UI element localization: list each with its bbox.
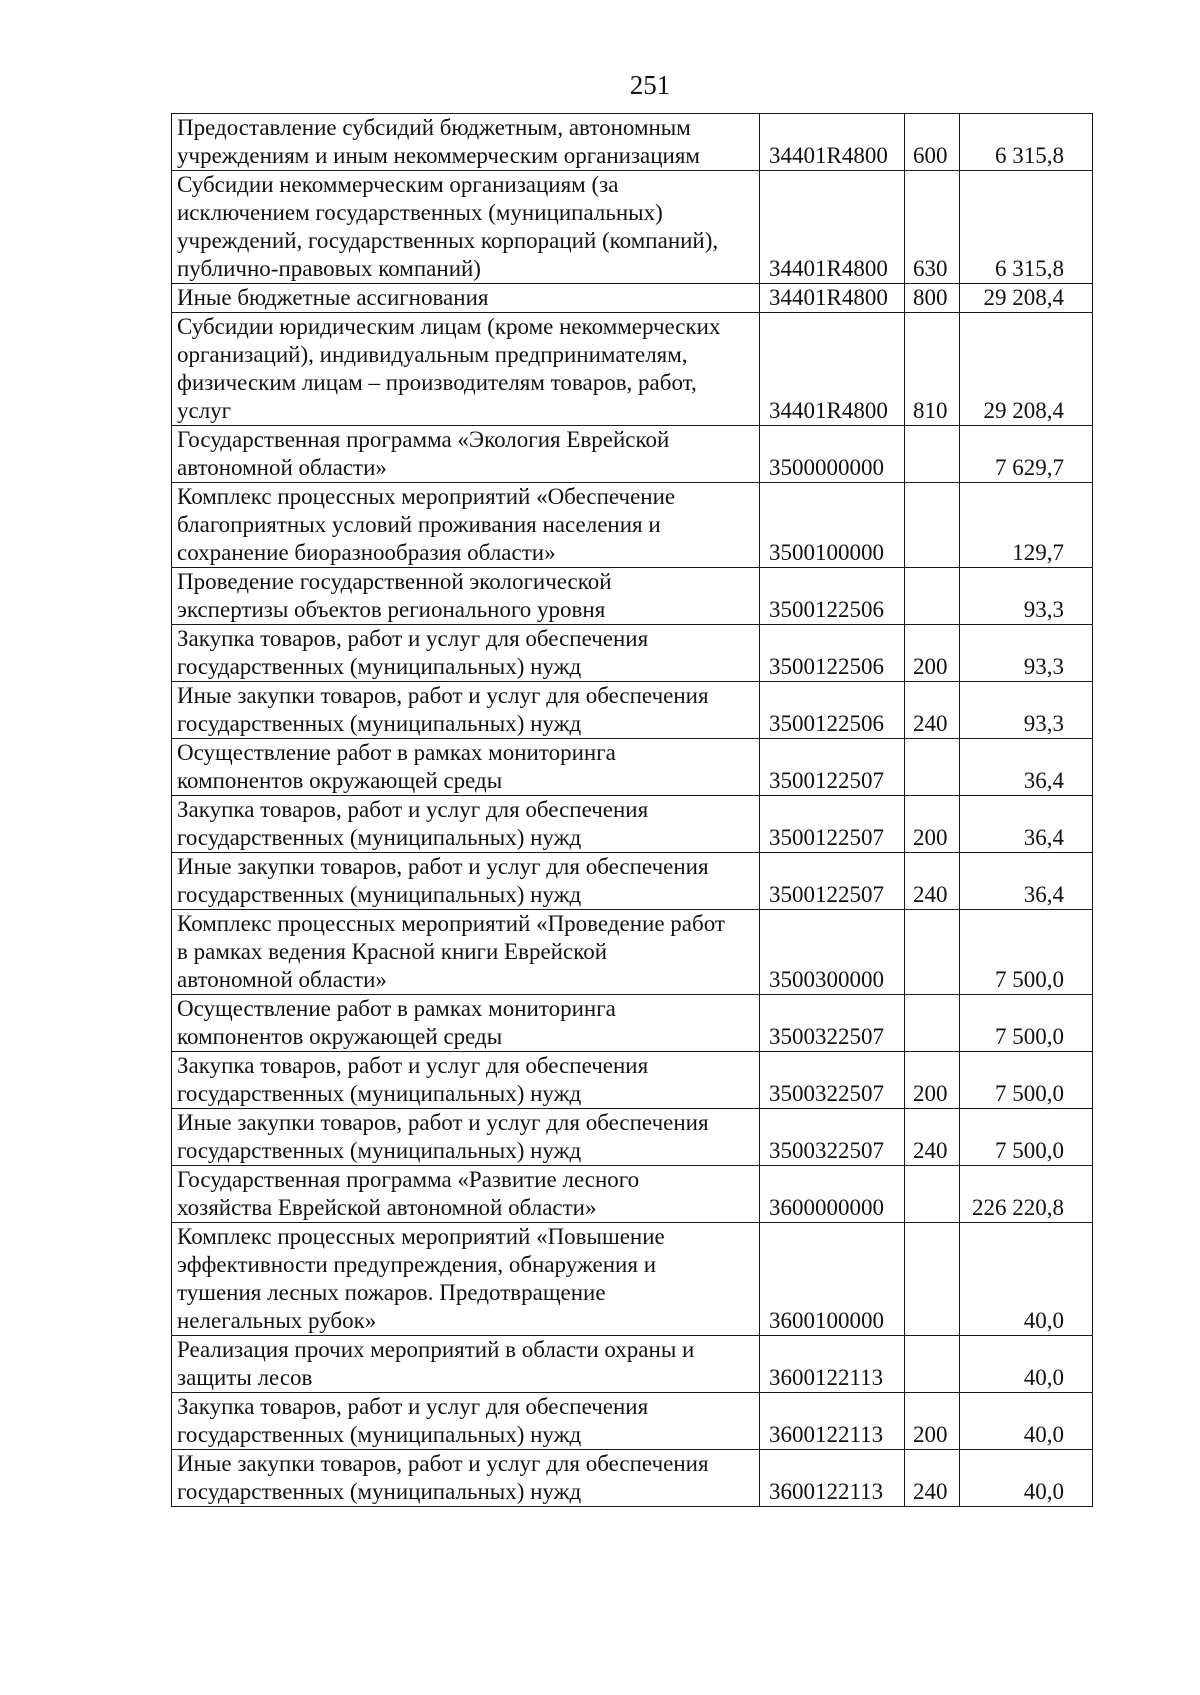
row-name-cell: [172, 625, 760, 682]
row-amount-cell: 7 629,7: [960, 426, 1093, 483]
row-amount-cell: 40,0: [960, 1223, 1093, 1336]
row-type-cell: [905, 739, 960, 796]
row-amount-cell: 6 315,8: [960, 114, 1093, 171]
row-name-line: Закупка товаров, работ и услуг для обеспечения: [177, 1053, 649, 1078]
row-name-line: государственных (муниципальных) нужд: [177, 825, 582, 850]
row-code-cell: 3500322507: [760, 995, 905, 1052]
row-type-cell: 630: [905, 171, 960, 284]
row-type-cell: 240: [905, 1109, 960, 1166]
table-row: [172, 853, 1093, 910]
table-row: [172, 739, 1093, 796]
row-type-cell: 240: [905, 853, 960, 910]
row-name-line: Государственная программа «Развитие лесного: [177, 1167, 640, 1192]
row-name-line: автономной области»: [177, 455, 387, 480]
row-amount-cell: 93,3: [960, 568, 1093, 625]
row-code-cell: 3500122507: [760, 739, 905, 796]
row-name-cell: [172, 171, 760, 284]
row-type-cell: 240: [905, 682, 960, 739]
table-row: [172, 910, 1093, 995]
row-name-cell: [172, 426, 760, 483]
row-amount-cell: 29 208,4: [960, 313, 1093, 426]
row-type-cell: 200: [905, 1052, 960, 1109]
row-code-cell: 3500322507: [760, 1109, 905, 1166]
row-name-line: Осуществление работ в рамках мониторинга: [177, 740, 616, 765]
row-name-line: Государственная программа «Экология Еврейской: [177, 427, 670, 452]
row-name-line: учреждений, государственных корпораций (компаний),: [177, 228, 719, 253]
row-code-cell: 3500122506: [760, 625, 905, 682]
row-name-line: Закупка товаров, работ и услуг для обеспечения: [177, 626, 649, 651]
row-name-line: организаций), индивидуальным предпринимателям,: [177, 342, 688, 367]
row-name-cell: [172, 1109, 760, 1166]
row-amount-cell: 7 500,0: [960, 1109, 1093, 1166]
row-code-cell: 3500000000: [760, 426, 905, 483]
row-name-line: автономной области»: [177, 967, 387, 992]
row-amount-cell: 36,4: [960, 853, 1093, 910]
row-name-line: Реализация прочих мероприятий в области охраны и: [177, 1337, 695, 1362]
table-row: [172, 171, 1093, 284]
table-row: [172, 114, 1093, 171]
row-type-cell: [905, 1223, 960, 1336]
row-type-cell: [905, 910, 960, 995]
row-name-line: Иные закупки товаров, работ и услуг для обеспечения: [177, 1110, 709, 1135]
row-amount-cell: 6 315,8: [960, 171, 1093, 284]
row-name-line: компонентов окружающей среды: [177, 1024, 503, 1049]
row-code-cell: 3500122507: [760, 853, 905, 910]
row-name-line: Предоставление субсидий бюджетным, автономным: [177, 115, 691, 140]
row-name-line: Иные закупки товаров, работ и услуг для обеспечения: [177, 683, 709, 708]
row-type-cell: 240: [905, 1450, 960, 1507]
row-name-line: сохранение биоразнообразия области»: [177, 540, 556, 565]
row-type-cell: [905, 1166, 960, 1223]
row-name-line: Осуществление работ в рамках мониторинга: [177, 996, 616, 1021]
row-type-cell: 800: [905, 284, 960, 313]
row-amount-cell: 29 208,4: [960, 284, 1093, 313]
row-name-line: Субсидии некоммерческим организациям (за: [177, 172, 619, 197]
table-row: [172, 1336, 1093, 1393]
table-row: [172, 1393, 1093, 1450]
row-name-cell: [172, 313, 760, 426]
row-type-cell: [905, 483, 960, 568]
row-code-cell: 3600122113: [760, 1336, 905, 1393]
table-row: [172, 1052, 1093, 1109]
row-name-cell: [172, 995, 760, 1052]
row-name-line: государственных (муниципальных) нужд: [177, 1081, 582, 1106]
row-type-cell: 810: [905, 313, 960, 426]
row-code-cell: 3600122113: [760, 1393, 905, 1450]
row-name-line: нелегальных рубок»: [177, 1308, 377, 1333]
row-name-cell: [172, 796, 760, 853]
row-name-cell: [172, 1393, 760, 1450]
row-amount-cell: 36,4: [960, 739, 1093, 796]
row-type-cell: 200: [905, 625, 960, 682]
row-name-cell: [172, 568, 760, 625]
row-name-cell: [172, 1336, 760, 1393]
row-code-cell: 34401R4800: [760, 171, 905, 284]
row-name-line: услуг: [177, 398, 232, 423]
row-amount-cell: 93,3: [960, 625, 1093, 682]
row-code-cell: 3500122506: [760, 682, 905, 739]
row-name-line: хозяйства Еврейской автономной области»: [177, 1195, 597, 1220]
row-name-line: исключением государственных (муниципальных): [177, 200, 663, 225]
row-name-cell: [172, 1450, 760, 1507]
row-name-line: государственных (муниципальных) нужд: [177, 1138, 582, 1163]
row-code-cell: 34401R4800: [760, 284, 905, 313]
row-code-cell: 34401R4800: [760, 313, 905, 426]
row-name-line: государственных (муниципальных) нужд: [177, 1479, 582, 1504]
table-row: [172, 568, 1093, 625]
row-name-cell: [172, 1052, 760, 1109]
row-name-line: учреждениям и иным некоммерческим организациям: [177, 143, 700, 168]
table-row: [172, 426, 1093, 483]
row-name-line: Закупка товаров, работ и услуг для обеспечения: [177, 1394, 649, 1419]
row-amount-cell: 7 500,0: [960, 1052, 1093, 1109]
row-code-cell: 3500100000: [760, 483, 905, 568]
row-name-line: благоприятных условий проживания населения и: [177, 512, 661, 537]
row-name-line: Проведение государственной экологической: [177, 569, 612, 594]
row-code-cell: 3600100000: [760, 1223, 905, 1336]
row-type-cell: 200: [905, 1393, 960, 1450]
row-code-cell: 3500300000: [760, 910, 905, 995]
table-row: [172, 1223, 1093, 1336]
row-name-line: Субсидии юридическим лицам (кроме некоммерческих: [177, 314, 721, 339]
row-name-cell: [172, 739, 760, 796]
row-amount-cell: 129,7: [960, 483, 1093, 568]
row-name-cell: [172, 682, 760, 739]
table-row: [172, 1109, 1093, 1166]
row-name-cell: [172, 483, 760, 568]
row-name-cell: [172, 1223, 760, 1336]
row-name-line: Комплекс процессных мероприятий «Проведение работ: [177, 911, 725, 936]
row-name-line: тушения лесных пожаров. Предотвращение: [177, 1280, 606, 1305]
row-name-cell: [172, 853, 760, 910]
row-type-cell: [905, 995, 960, 1052]
row-name-line: государственных (муниципальных) нужд: [177, 654, 582, 679]
table-row: [172, 796, 1093, 853]
row-amount-cell: 226 220,8: [960, 1166, 1093, 1223]
row-type-cell: 600: [905, 114, 960, 171]
budget-table: [171, 113, 1093, 1507]
row-type-cell: [905, 568, 960, 625]
table-row: [172, 313, 1093, 426]
row-amount-cell: 7 500,0: [960, 995, 1093, 1052]
row-code-cell: 3600122113: [760, 1450, 905, 1507]
row-name-line: Комплекс процессных мероприятий «Повышение: [177, 1224, 665, 1249]
row-name-line: в рамках ведения Красной книги Еврейской: [177, 939, 608, 964]
row-name-line: государственных (муниципальных) нужд: [177, 711, 582, 736]
row-code-cell: 34401R4800: [760, 114, 905, 171]
row-name-line: государственных (муниципальных) нужд: [177, 882, 582, 907]
row-code-cell: 3600000000: [760, 1166, 905, 1223]
table-row: [172, 483, 1093, 568]
row-name-cell: [172, 284, 760, 313]
row-name-line: публично-правовых компаний): [177, 256, 481, 281]
row-name-line: Иные закупки товаров, работ и услуг для обеспечения: [177, 1451, 709, 1476]
table-row: [172, 682, 1093, 739]
row-name-line: Комплекс процессных мероприятий «Обеспечение: [177, 484, 676, 509]
row-name-line: защиты лесов: [177, 1365, 313, 1390]
row-name-line: экспертизы объектов регионального уровня: [177, 597, 606, 622]
budget-table-body: [172, 114, 1093, 1507]
row-amount-cell: 93,3: [960, 682, 1093, 739]
row-amount-cell: 40,0: [960, 1393, 1093, 1450]
table-row: [172, 995, 1093, 1052]
row-name-line: эффективности предупреждения, обнаружения и: [177, 1252, 657, 1277]
row-type-cell: 200: [905, 796, 960, 853]
table-row: [172, 625, 1093, 682]
page-number: 251: [629, 70, 671, 100]
row-amount-cell: 36,4: [960, 796, 1093, 853]
row-name-cell: [172, 114, 760, 171]
row-amount-cell: 40,0: [960, 1450, 1093, 1507]
table-row: [172, 1166, 1093, 1223]
row-name-cell: [172, 1166, 760, 1223]
row-name-line: Иные закупки товаров, работ и услуг для обеспечения: [177, 854, 709, 879]
row-name-line: государственных (муниципальных) нужд: [177, 1422, 582, 1447]
row-code-cell: 3500122506: [760, 568, 905, 625]
row-amount-cell: 7 500,0: [960, 910, 1093, 995]
row-name-line: физическим лицам – производителям товаров, работ,: [177, 370, 697, 395]
row-code-cell: 3500122507: [760, 796, 905, 853]
row-name-cell: [172, 910, 760, 995]
row-name-line: Иные бюджетные ассигнования: [177, 285, 489, 310]
table-row: [172, 1450, 1093, 1507]
row-type-cell: [905, 1336, 960, 1393]
row-amount-cell: 40,0: [960, 1336, 1093, 1393]
table-row: [172, 284, 1093, 313]
row-code-cell: 3500322507: [760, 1052, 905, 1109]
row-type-cell: [905, 426, 960, 483]
row-name-line: Закупка товаров, работ и услуг для обеспечения: [177, 797, 649, 822]
row-name-line: компонентов окружающей среды: [177, 768, 503, 793]
